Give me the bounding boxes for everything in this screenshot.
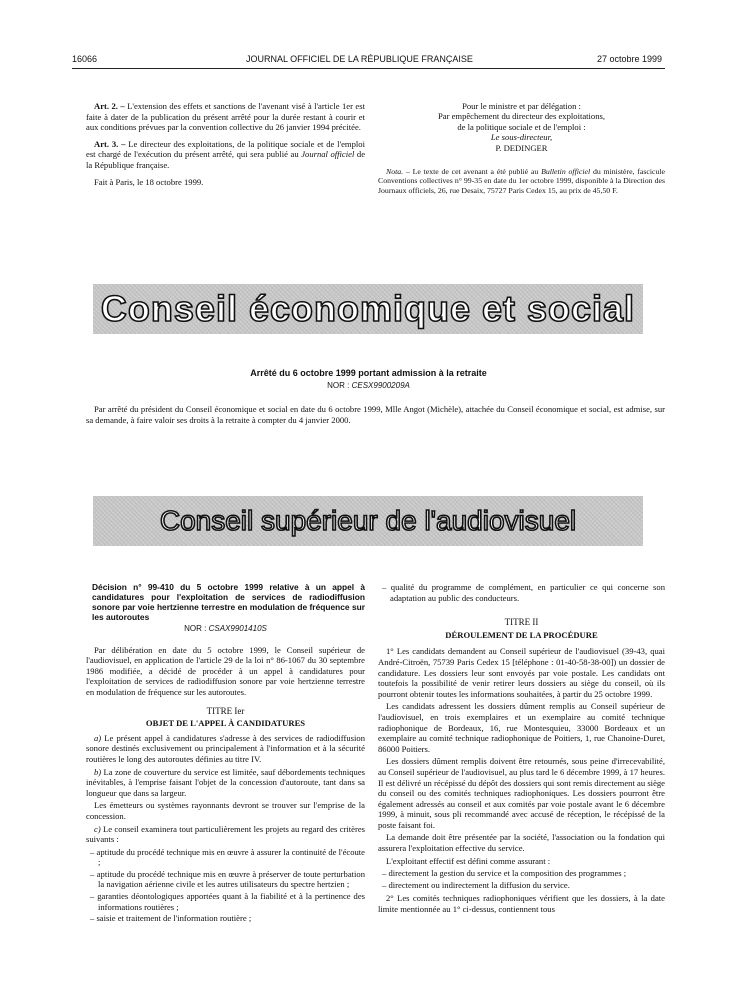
csa-titre-2: TITRE II bbox=[504, 617, 539, 628]
nota: Nota. – Le texte de cet avenant a été publié au Bulletin officiel du ministère, fascicule Conventions collectives n° 99-35 en date du 1er octobre 1999, disponible à la Direction des Journaux officiels, 26, rue Desaix, 75727 Paris Cedex 15, au prix de 45,50 F. bbox=[378, 167, 665, 195]
signature-block: Pour le ministre et par délégation : Par empêchement du directeur des exploitations, de la politique sociale et de l'emploi : Le sous-directeur, P. DEDINGER bbox=[437, 101, 606, 153]
ces-title: Arrêté du 6 octobre 1999 portant admission à la retraite bbox=[250, 368, 487, 378]
article-3: Art. 3. – Le directeur des exploitations, de la politique sociale et de l'emploi est chargé de l'exécution du présent arrêté, qui sera publié au Journal officiel de la République française. bbox=[86, 138, 366, 170]
top-left-column bbox=[86, 101, 365, 189]
fait-a-paris: Fait à Paris, le 18 octobre 1999. bbox=[94, 176, 204, 187]
ces-nor: NOR : CESX9900209A bbox=[327, 381, 410, 390]
para-c: c) Le conseil examinera tout particulièrement les projets au regard des critères suivants : bbox=[86, 823, 365, 845]
exploitant-list bbox=[378, 868, 665, 890]
list-item: – saisie et traitement de l'information routière ; bbox=[90, 913, 252, 924]
criteria-list bbox=[86, 847, 365, 924]
para-b: b) La zone de couverture du service est limitée, sauf débordements techniques inévitables, à l'emprise faisant l'objet de la concession d'autoroute, tant dans sa longueur que dans sa largeur. bbox=[86, 766, 365, 798]
list-item: – directement ou indirectement la diffusion du service. bbox=[382, 879, 570, 890]
list-item: – aptitude du procédé technique mis en œuvre à préserver de toute perturbation la navigation aérienne civile et les autres utilisateurs du spectre hertzien ; bbox=[90, 868, 365, 890]
header-date: 27 octobre 1999 bbox=[597, 54, 663, 64]
para-5: L'exploitant effectif est défini comme assurant : bbox=[386, 855, 551, 866]
csa-titre-1-heading: OBJET DE L'APPEL À CANDIDATURES bbox=[145, 718, 306, 729]
para-3: Les dossiers dûment remplis doivent être retournés, sous peine d'irrecevabilité, au Conseil supérieur de l'audiovisuel, au plus tard le 6 décembre 1999, à 17 heures. Il est délivré un récépissé du dépôt des dossiers qui sont remis directement au siège du conseil ou des comités techniques radiophoniques. Les dossiers pourront être également adressés au conseil et aux comités par voie postale avant le 6 décembre 1999, à minuit, sous pli recommandé avec accusé de réception, le récépissé de la poste faisant foi. bbox=[378, 756, 665, 830]
csa-right-column bbox=[378, 582, 665, 917]
page-number: 16066 bbox=[72, 54, 98, 64]
csa-left-column bbox=[86, 582, 365, 925]
csa-intro: Par délibération en date du 5 octobre 1999, le Conseil supérieur de l'audiovisuel, en application de l'article 29 de la loi n° 86-1067 du 30 septembre 1986 modifiée, a décidé de procéder à un appel à candidatures pour l'exploitation de services de radiodiffusion sonore par voie hertzienne terrestre en modulation de fréquence sur les autoroutes. bbox=[86, 644, 365, 697]
criteria-list-continued bbox=[378, 582, 665, 603]
list-item: – garanties déontologiques apportées quant à la fiabilité et à la pertinence des informations routières ; bbox=[90, 891, 365, 912]
csa-titre-2-heading: DÉROULEMENT DE LA PROCÉDURE bbox=[445, 629, 598, 640]
list-item: – directement la gestion du service et la composition des programmes ; bbox=[382, 868, 627, 879]
article-2: Art. 2. – L'extension des effets et sanctions de l'avenant visé à l'article 1er est faite à dater de la publication du présent arrêté pour la durée restant à courir et aux conditions prévues par la convention collective du 26 janvier 1994 précitée. bbox=[86, 101, 365, 133]
para-1: 1° Les candidats demandent au Conseil supérieur de l'audiovisuel (39-43, quai André-Citroën, 75739 Paris Cedex 15 [téléphone : 01-40-58-38-00]) un dossier de candidature. Les dossiers leur sont envoyés par voie postale. Les candidats ont toutefois la possibilité de venir retirer leurs dossiers au siège du conseil, où ils pourront obtenir toutes les informations souhaitées, à partir du 25 octobre 1999. bbox=[378, 646, 665, 699]
csa-decision-title: Décision n° 99-410 du 5 octobre 1999 relative à un appel à candidatures pour l'exploitation de services de radiodiffusion sonore par voie hertzienne terrestre en modulation de fréquence sur les autoroutes bbox=[92, 582, 365, 622]
csa-titre-1: TITRE Ier bbox=[206, 705, 245, 716]
para-a: a) Le présent appel à candidatures s'adresse à des services de radiodiffusion sonore destinés exclusivement ou principalement à l'information et à la sécurité routières le long des autoroutes définies au titre IV. bbox=[86, 732, 365, 764]
list-item: – qualité du programme de complément, en particulier ce qui concerne son adaptation au public des conducteurs. bbox=[382, 582, 665, 603]
para-b2: Les émetteurs ou systèmes rayonnants devront se trouver sur l'emprise de la concession. bbox=[86, 800, 365, 821]
para-6: 2° Les comités techniques radiophoniques vérifient que les dossiers, à la date limite mentionnée au 1° ci-dessus, contiennent tous bbox=[378, 893, 665, 915]
para-2: Les candidats adressent les dossiers dûment remplis au Conseil supérieur de l'audiovisuel, en trois exemplaires et un exemplaire au comité technique radiophonique de Bordeaux, 16, rue Montesquieu, 33000 Bordeaux et un exemplaire au comité technique radiophonique de Poitiers, 1, rue Chanoine-Duret, 86000 Poitiers. bbox=[378, 701, 665, 754]
list-item: – aptitude du procédé technique mis en œuvre à assurer la continuité de l'écoute ; bbox=[90, 846, 365, 868]
para-4: La demande doit être présentée par la société, l'association ou la fondation qui assurera l'exploitation effective du service. bbox=[378, 832, 665, 854]
banner-csa: Conseil supérieur de l'audiovisuel bbox=[93, 496, 643, 546]
banner-conseil-economique: Conseil économique et social bbox=[93, 284, 643, 334]
header-rule bbox=[72, 68, 665, 69]
ces-body: Par arrêté du président du Conseil économique et social en date du 6 octobre 1999, Mlle Angot (Michèle), attachée du Conseil économique et social, est admise, sur sa demande, à faire valoir ses droits à la retraite à compter du 4 janvier 2000. bbox=[86, 404, 665, 425]
journal-title: JOURNAL OFFICIEL DE LA RÉPUBLIQUE FRANÇAISE bbox=[246, 54, 473, 64]
csa-nor: NOR : CSAX9901410S bbox=[184, 624, 267, 633]
